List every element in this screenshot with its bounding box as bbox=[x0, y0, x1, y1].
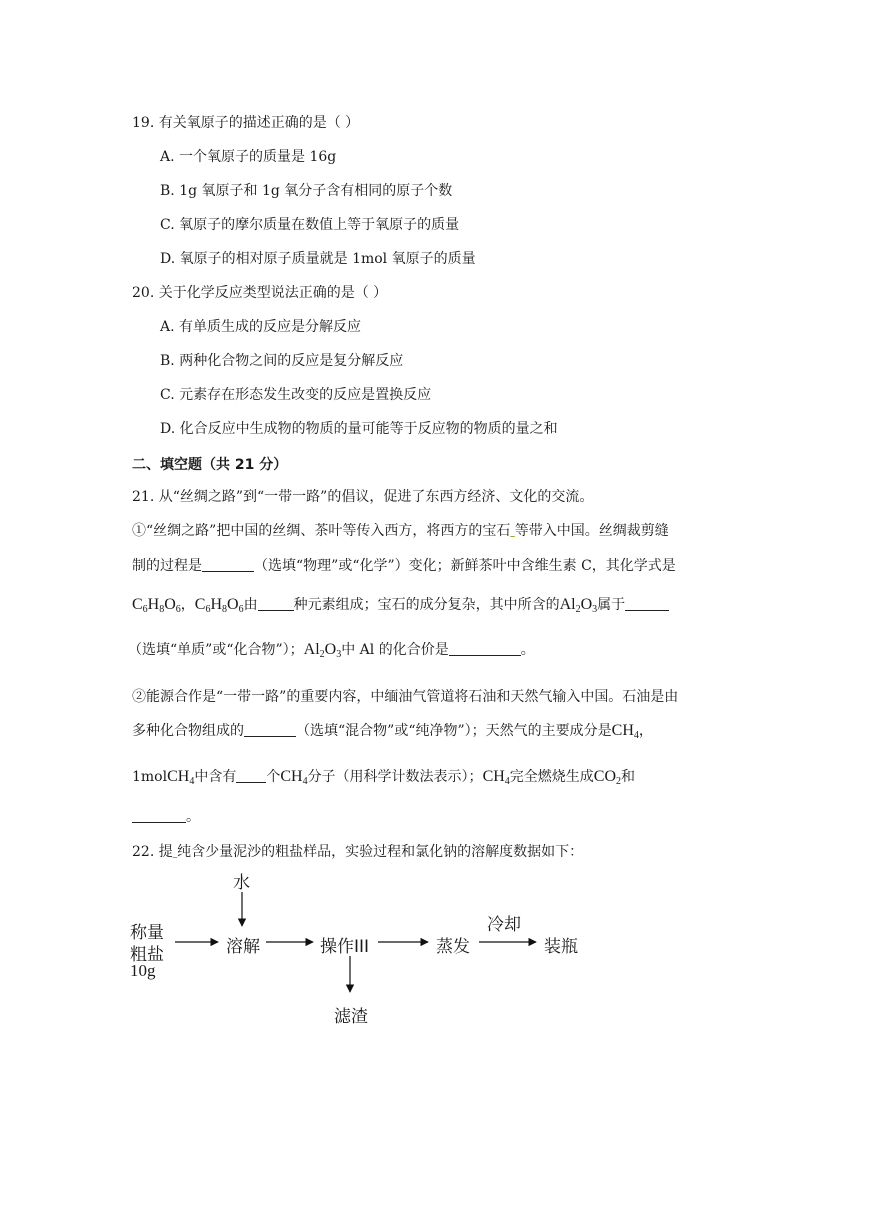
q21-p2-line1: ②能源合作是“一带一路”的重要内容，中缅油气管道将石油和天然气输入中国。石油是由 bbox=[132, 689, 679, 705]
q21-p1-line4: （选填“单质”或“化合物”）；$Al_2O_3$中 Al 的化合价是 。 bbox=[128, 641, 535, 660]
bottle-label: 装瓶 bbox=[544, 937, 578, 957]
q22-stem: 22. 提 纯含少量泥沙的粗盐样品，实验过程和氯化钠的溶解度数据如下： bbox=[132, 844, 584, 860]
q20-stem: 20. 关于化学反应类型说法正确的是（ ） bbox=[132, 285, 388, 301]
q19-stem: 19. 有关氧原子的描述正确的是（ ） bbox=[132, 115, 360, 131]
weigh-label-1: 称量 bbox=[130, 923, 164, 943]
section-heading: 二、填空题（共 21 分） bbox=[132, 457, 288, 473]
q20-option-c: C. 元素存在形态发生改变的反应是置换反应 bbox=[160, 387, 432, 403]
weigh-label-2: 粗盐 bbox=[130, 945, 164, 965]
residue-label: 滤渣 bbox=[334, 1007, 368, 1027]
dissolve-label: 溶解 bbox=[226, 937, 260, 957]
q19-option-a: A. 一个氧原子的质量是 16g bbox=[160, 149, 337, 165]
q20-option-b: B. 两种化合物之间的反应是复分解反应 bbox=[160, 353, 404, 369]
q21-stem: 21. 从“丝绸之路”到“一带一路”的倡议，促进了东西方经济、文化的交流。 bbox=[132, 489, 594, 505]
q19-option-b: B. 1g 氧原子和 1g 氧分子含有相同的原子个数 bbox=[160, 183, 453, 199]
q21-p1-line1: ①“丝绸之路”把中国的丝绸、茶叶等传入西方，将西方的宝石 等带入中国。丝绸裁剪缝 bbox=[132, 523, 669, 539]
q19-option-d: D. 氧原子的相对原子质量就是 1mol 氧原子的质量 bbox=[160, 251, 476, 267]
q21-p1-line2: 制的过程是 （选填“物理”或“化学”）变化；新鲜茶叶中含维生素 C，其化学式是 bbox=[132, 558, 676, 574]
q21-p1-line3: $C_6H_8O_6$，$C_6H_8O_6$由 种元素组成；宝石的成分复杂，其中所含的$Al_2O_3$属于 bbox=[132, 596, 669, 614]
q19-option-c: C. 氧原子的摩尔质量在数值上等于氧原子的质量 bbox=[160, 217, 460, 233]
q21-p2-line4: 。 bbox=[132, 808, 200, 826]
q21-p2-line2: 多种化合物组成的 （选填“混合物”或“纯净物”）；天然气的主要成分是$CH_4$， bbox=[132, 722, 653, 741]
water-label: 水 bbox=[233, 873, 250, 893]
q20-option-d: D. 化合反应中生成物的物质的量可能等于反应物的物质的量之和 bbox=[160, 421, 558, 437]
evaporate-label: 蒸发 bbox=[436, 937, 470, 957]
q20-option-a: A. 有单质生成的反应是分解反应 bbox=[160, 319, 362, 335]
mass-label: 10g bbox=[130, 961, 156, 980]
cool-label: 冷却 bbox=[487, 915, 521, 935]
q21-p2-line3: 1molCH$_4$中含有 个$CH_4$分子（用科学计数法表示）；$CH_4$完全燃烧生成$CO_2$和 bbox=[132, 768, 636, 787]
operation-label: 操作III bbox=[320, 937, 370, 957]
